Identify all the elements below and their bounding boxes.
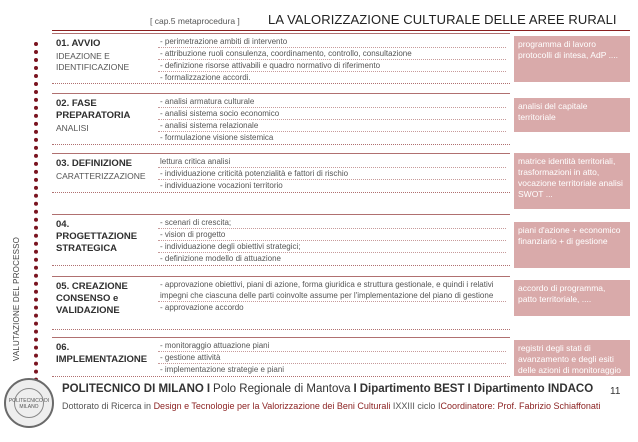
- side-label: VALUTAZIONE DEL PROCESSO: [12, 236, 21, 362]
- step-subtitle: ANALISI: [56, 123, 89, 133]
- activity-line: - definizione modello di attuazione: [160, 254, 281, 263]
- output-box: matrice identità territoriali, trasformazioni in atto, vocazione territoriale analisi SWOT ...: [514, 153, 630, 209]
- activity-line: - analisi sistema relazionale: [158, 120, 506, 132]
- step-implementazione: [52, 337, 510, 377]
- department-indaco: Dipartimento INDACO: [473, 383, 594, 395]
- footer: [0, 378, 638, 442]
- activity-line: - vision di progetto: [158, 229, 506, 241]
- step-subtitle: CARATTERIZZAZIONE: [56, 171, 146, 181]
- program-prefix: Dottorato di Ricerca in: [62, 401, 152, 411]
- step-title: 03. DEFINIZIONE: [56, 158, 133, 169]
- activity-line: - individuazione degli obiettivi strategici;: [158, 241, 506, 253]
- header-rule: [52, 30, 630, 31]
- activity-line: - analisi armatura culturale: [158, 96, 506, 108]
- step-title: 04. PROGETTAZIONE STRATEGICA: [56, 219, 138, 254]
- activity-line: - scenari di crescita;: [158, 217, 506, 229]
- step-title: 02. FASE PREPARATORIA: [56, 98, 131, 121]
- activity-line: - individuazione vocazioni territorio: [160, 181, 283, 190]
- activity-line: - attribuzione ruoli consulenza, coordinamento, controllo, consultazione: [158, 48, 506, 60]
- page-number: 11: [610, 386, 621, 397]
- program-cycle: XXIII ciclo: [395, 401, 436, 411]
- step-subtitle: IDEAZIONE E IDENTIFICAZIONE: [56, 51, 130, 72]
- activity-line: - approvazione accordo: [160, 303, 244, 312]
- institution-name: POLITECNICO DI MILANO: [62, 383, 204, 395]
- step-progettazione: [52, 214, 510, 266]
- output-box: programma di lavoro protocolli di intesa, AdP ....: [514, 36, 630, 82]
- step-title: 05. CREAZIONE CONSENSO e VALIDAZIONE: [56, 281, 128, 316]
- activity-line: lettura critica analisi: [158, 156, 506, 168]
- step-title: 01. AVVIO: [56, 38, 101, 49]
- step-creazione-consenso: [52, 276, 510, 330]
- output-box: analisi del capitale territoriale: [514, 98, 630, 132]
- activity-line: - gestione attività: [158, 352, 506, 364]
- step-definizione: [52, 153, 510, 193]
- university-seal-icon: [4, 378, 54, 428]
- step-fase-preparatoria: [52, 93, 510, 145]
- process-dotted-line: [34, 42, 38, 390]
- activity-line: - definizione risorse attivabili e quadro normativo di riferimento: [158, 60, 506, 72]
- polo-name: Polo Regionale di Mantova: [213, 383, 351, 395]
- program-name: Design e Tecnologie per la Valorizzazione dei Beni Culturali: [153, 401, 391, 411]
- seal-text: POLITECNICO DI MILANO: [8, 398, 50, 410]
- output-box: registri degli stati di avanzamento e degli esiti delle azioni di monitoraggio: [514, 340, 630, 376]
- activity-line: - monitoraggio attuazione piani: [158, 340, 506, 352]
- activity-line: - approvazione obiettivi, piani di azione, forma giuridica e struttura gestionale, e quindi i relativi impegni che ciascuna delle parti coinvolte assume per l'implementazione del piano di gestione: [158, 279, 506, 302]
- program-coordinator: Coordinatore: Prof. Fabrizio Schiaffonati: [440, 401, 601, 411]
- step-avvio: [52, 33, 510, 84]
- output-box: piani d'azione + economico finanziario + di gestione: [514, 222, 630, 268]
- department-best: Dipartimento BEST: [359, 383, 465, 395]
- activity-line: - formalizzazione accordi.: [160, 73, 251, 82]
- header: [150, 10, 630, 30]
- activity-line: - implementazione strategie e piani: [160, 365, 285, 374]
- activity-line: - formulazione visione sistemica: [160, 133, 274, 142]
- step-title: 06. IMPLEMENTAZIONE: [56, 342, 148, 365]
- page-title: LA VALORIZZAZIONE CULTURALE DELLE AREE RURALI: [268, 12, 617, 27]
- program-line: Dottorato di Ricerca in Design e Tecnologie per la Valorizzazione dei Beni Culturali IXXIII ciclo ICoordinatore: Prof. Fabrizio Schiaffonati: [62, 401, 601, 411]
- institution-line: POLITECNICO DI MILANO I Polo Regionale di Mantova I Dipartimento BEST I Dipartimento INDACO: [62, 383, 594, 395]
- activity-line: - individuazione criticità potenzialità e fattori di rischio: [158, 168, 506, 180]
- activity-line: - analisi sistema socio economico: [158, 108, 506, 120]
- output-box: accordo di programma, patto territoriale, ....: [514, 280, 630, 316]
- chapter-label: [ cap.5 metaprocedura ]: [150, 16, 240, 26]
- activity-line: - perimetrazione ambiti di intervento: [158, 36, 506, 48]
